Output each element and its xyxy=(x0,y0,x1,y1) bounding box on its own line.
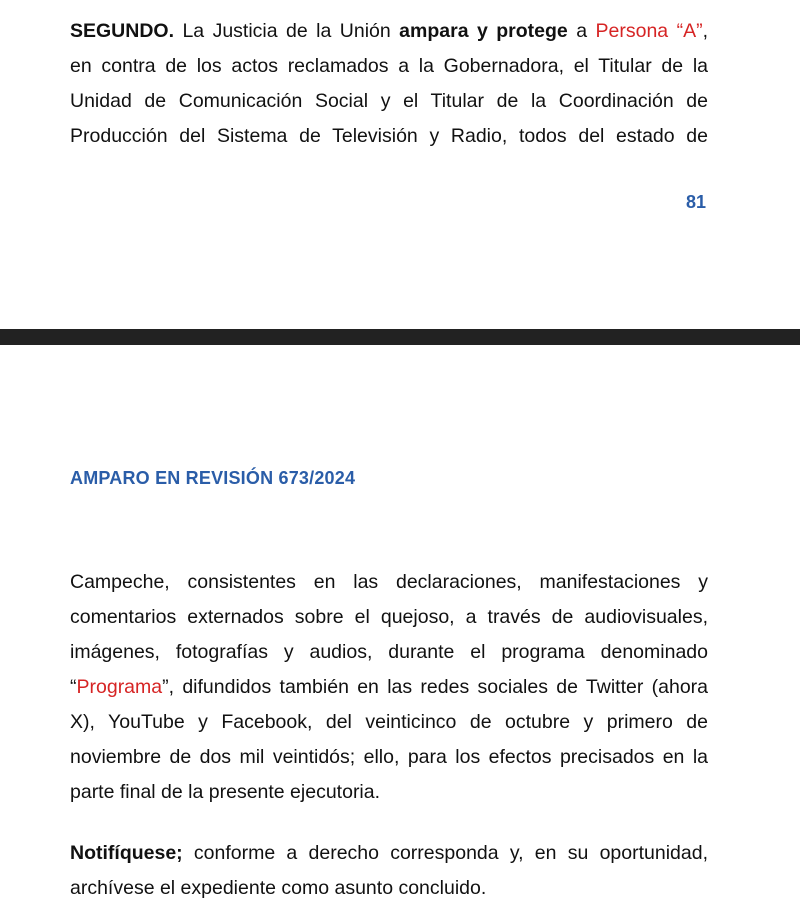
cont-line-7: parte final de la presente ejecutoria. xyxy=(70,781,381,803)
page-number: 81 xyxy=(685,192,706,212)
cont-line-4 xyxy=(70,676,708,711)
programa-name: Programa xyxy=(76,676,163,698)
segundo-paragraph xyxy=(70,20,708,160)
cont-line-5: X), YouTube y Facebook, del veinticinco de octubre y primero de xyxy=(70,711,708,733)
ampara-protege: ampara y protege xyxy=(399,20,568,42)
segundo-text-3: , xyxy=(702,20,708,42)
cont-line-2: comentarios externados sobre el quejoso, a través de audiovisuales, xyxy=(70,606,708,628)
page-divider xyxy=(0,329,800,345)
notif-line-1 xyxy=(70,842,708,877)
segundo-line-3: Unidad de Comunicación Social y el Titular de la Coordinación de xyxy=(70,90,708,112)
segundo-line-1 xyxy=(70,20,708,55)
segundo-line-2: en contra de los actos reclamados a la Gobernadora, el Titular de la xyxy=(70,55,708,77)
segundo-text-1: La Justicia de la Unión xyxy=(174,20,400,42)
persona-a: Persona “A” xyxy=(595,20,703,42)
quote-open: “ xyxy=(70,676,77,698)
continuation-paragraph xyxy=(70,571,708,816)
notif-line-2: archívese el expediente como asunto concluido. xyxy=(70,877,487,899)
segundo-line-4: Producción del Sistema de Televisión y Radio, todos del estado de xyxy=(70,125,708,147)
notifiquese-label: Notifíquese; xyxy=(70,842,183,864)
cont-line-6: noviembre de dos mil veintidós; ello, para los efectos precisados en la xyxy=(70,746,708,768)
segundo-label: SEGUNDO. xyxy=(70,20,175,42)
notification-paragraph xyxy=(70,842,708,912)
notif-line-1-rest: conforme a derecho corresponda y, en su oportunidad, xyxy=(182,842,708,864)
cont-line-3: imágenes, fotografías y audios, durante el programa denominado xyxy=(70,641,708,663)
cont-line-1: Campeche, consistentes en las declaraciones, manifestaciones y xyxy=(70,571,708,593)
segundo-text-2: a xyxy=(567,20,596,42)
cont-line-4-rest: ”, difundidos también en las redes sociales de Twitter (ahora xyxy=(162,676,708,698)
page-header: AMPARO EN REVISIÓN 673/2024 xyxy=(70,468,356,488)
